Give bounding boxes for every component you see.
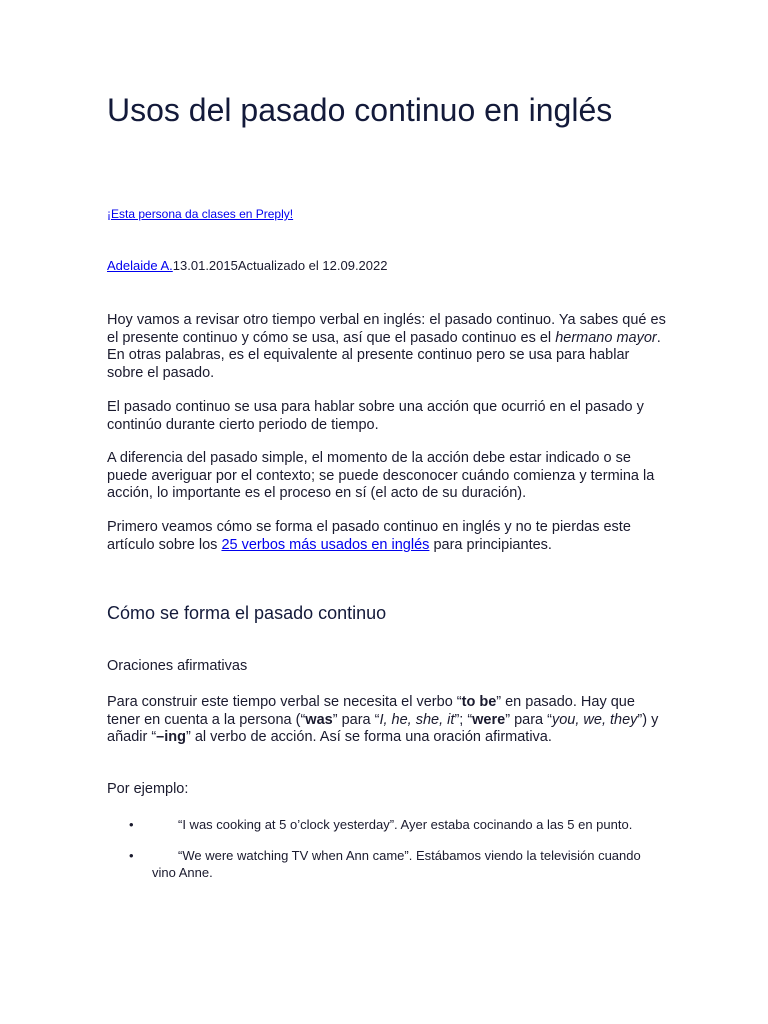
paragraph-intro: [107, 312, 667, 382]
paragraph-verbs: [107, 519, 667, 554]
construction-text-d: ”; “: [454, 711, 473, 728]
construction-text-e: ” para “: [505, 711, 552, 728]
examples-list: [107, 816, 647, 895]
construction-were: were: [472, 711, 506, 728]
paragraph-intro-text-a: Hoy vamos a revisar otro tiempo verbal en inglés: el pasado continuo. Ya sabes qué es el presente continuo y cómo se usa, así que el pasado continuo es el: [107, 312, 666, 346]
paragraph-construction: [107, 694, 667, 747]
publish-date: 13.01.2015: [172, 258, 238, 273]
page-title: Usos del pasado continuo en inglés: [107, 92, 613, 128]
author-link[interactable]: Adelaide A.: [107, 258, 173, 273]
verbs-article-link[interactable]: 25 verbos más usados en inglés: [221, 536, 430, 553]
construction-text-g: ” al verbo de acción. Así se forma una oración afirmativa.: [185, 729, 552, 745]
bullet-icon: •: [129, 848, 134, 863]
paragraph-difference: A diferencia del pasado simple, el momento de la acción debe estar indicado o se puede averiguar por el contexto; se puede desconocer cuándo comienza y termina la acción, lo importante es el proceso en sí (el acto de su duración).: [107, 450, 655, 501]
paragraph-verbs-text-b: para principiantes.: [429, 536, 552, 553]
construction-text-a: Para construir este tiempo verbal se necesita el verbo “: [107, 694, 462, 710]
construction-text-c: ” para “: [332, 711, 380, 728]
byline: [107, 258, 387, 273]
construction-text-f: ”) y añadir “: [107, 711, 659, 745]
example-text: “I was cooking at 5 o’clock yesterday”. Ayer estaba cocinando a las 5 en punto.: [178, 817, 633, 832]
example-intro: Por ejemplo:: [107, 781, 189, 797]
bullet-icon: •: [129, 817, 134, 832]
paragraph-intro-text-b: . En otras palabras, es el equivalente al presente continuo pero se usa para hablar sobre el pasado.: [107, 329, 661, 381]
construction-to-be: to be: [461, 694, 497, 710]
updated-date: Actualizado el 12.09.2022: [237, 258, 388, 273]
construction-pronouns-2: you, we, they: [551, 711, 638, 728]
construction-was: was: [305, 711, 333, 728]
section-heading: Cómo se forma el pasado continuo: [107, 603, 387, 623]
paragraph-verbs-text-a: Primero veamos cómo se forma el pasado continuo en inglés y no te pierdas este artículo sobre los: [107, 519, 631, 553]
subheading-affirmative: Oraciones afirmativas: [107, 658, 248, 674]
paragraph-intro-emphasis: hermano mayor: [555, 329, 657, 346]
construction-pronouns-1: I, he, she, it: [379, 711, 455, 728]
paragraph-definition: El pasado continuo se usa para hablar sobre una acción que ocurrió en el pasado y continúo durante cierto periodo de tiempo.: [107, 399, 644, 433]
construction-ing: –ing: [156, 729, 186, 745]
list-item: [107, 816, 647, 833]
construction-text-b: ” en pasado. Hay que tener en cuenta a la persona (“: [107, 694, 635, 728]
example-text: “We were watching TV when Ann came”. Estábamos viendo la televisión cuando vino Anne.: [152, 848, 641, 880]
preply-link[interactable]: ¡Esta persona da clases en Preply!: [107, 207, 294, 221]
list-item: [107, 847, 647, 881]
